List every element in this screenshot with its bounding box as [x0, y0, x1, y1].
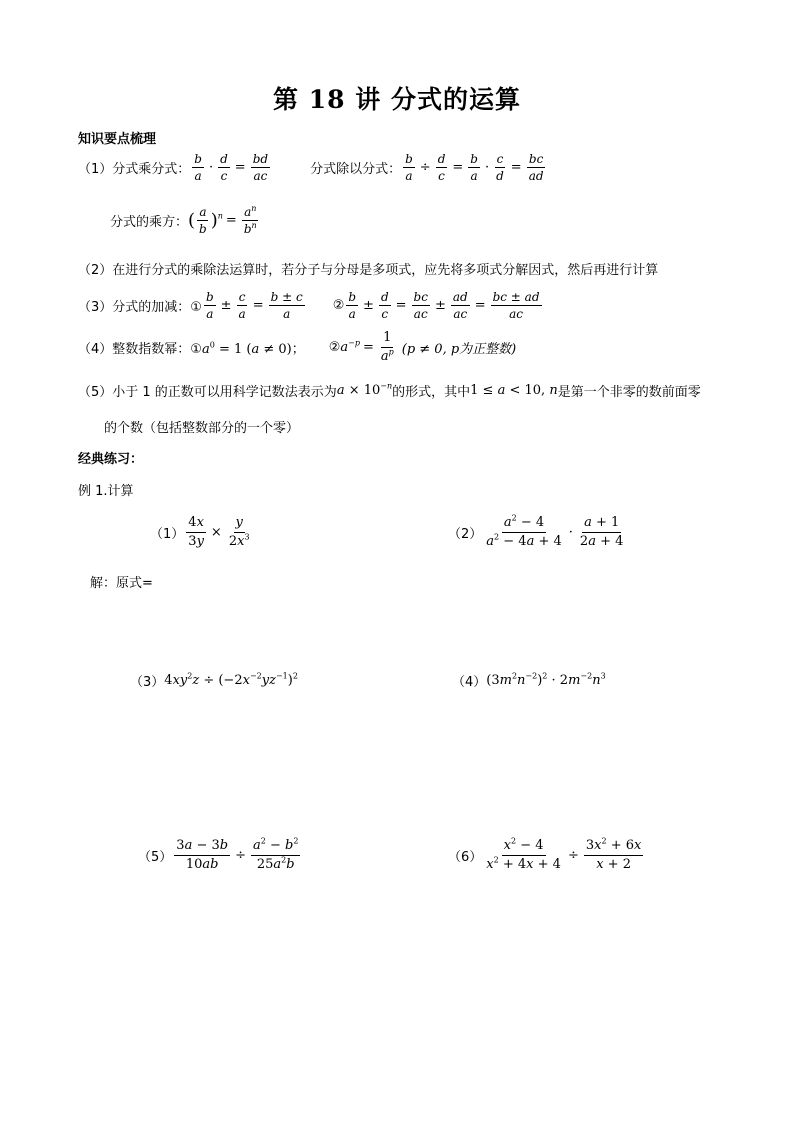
fraction: $\frac{a + 1}{2a + 4}$ — [579, 515, 624, 549]
problem-1: （1） $\frac{4x}{3y}$ × $\frac{y}{2x^3}$ — [150, 515, 250, 549]
fraction: $\frac{a^n}{b^n}$ — [243, 204, 257, 236]
fraction: $\frac{b}{a}$ — [405, 152, 413, 183]
problem-label: （2） — [448, 527, 483, 542]
problem-3: （3） $4xy^2z \div (-2x^{-2}yz^{-1})^2$ — [130, 671, 298, 690]
fraction: $\frac{d}{c}$ — [437, 152, 446, 183]
problem-label: （5） — [138, 850, 173, 865]
rule-4-condition: (p ≠ 0, p为正整数) — [401, 342, 517, 357]
answer-prefix: 解：原式= — [90, 576, 153, 591]
fraction: $\frac{ad}{ac}$ — [452, 290, 468, 321]
fraction: $\frac{c}{a}$ — [238, 290, 246, 321]
rule-5-text-c: 是第一个非零的数前面零 — [557, 385, 701, 400]
problem-label: （6） — [448, 850, 483, 865]
rule-4-label: （4）整数指数幂：① — [78, 342, 202, 357]
practice-heading: 经典练习： — [78, 452, 144, 467]
rule-5-text-a: （5）小于 1 的正数可以用科学记数法表示为 — [78, 385, 337, 400]
fraction: $\frac{c}{d}$ — [496, 152, 504, 183]
problem-label: （3） — [130, 675, 165, 690]
rule-1-div-label: 分式除以分式： — [310, 162, 402, 177]
rule-5-text-b: 的形式，其中 — [392, 385, 471, 400]
rule-4-second: ② — [328, 340, 341, 355]
fraction: $\frac{3x^2 + 6x}{x + 2}$ — [585, 836, 642, 872]
fraction: $\frac{4x}{3y}$ — [188, 515, 204, 549]
fraction: $\frac{b}{a}$ — [470, 152, 478, 183]
fraction: $\frac{x^2 - 4}{x^2 + 4x + 4}$ — [486, 836, 561, 872]
fraction: $\frac{b \pm c}{a}$ — [270, 290, 303, 321]
fraction: $\frac{bc}{ad}$ — [528, 152, 544, 183]
fraction: $\frac{3a - 3b}{10ab}$ — [176, 838, 229, 872]
fraction: $\frac{1}{a^p}$ — [380, 330, 394, 364]
rule-2-line: （2）在进行分式的乘除法运算时，若分子与分母是多项式，应先将多项式分解因式，然后再进行计算 — [78, 263, 659, 278]
fraction: $\frac{a}{b}$ — [199, 205, 207, 236]
page-title: 第 18 讲 分式的运算 — [273, 85, 521, 114]
rule-3-label: （3）分式的加减：① — [78, 300, 202, 315]
problem-5: （5） $\frac{3a - 3b}{10ab}$ ÷ $\frac{a^2 - b^2}{25a^2b}$ — [138, 836, 299, 872]
fraction: $\frac{a^2 - 4}{a^2 - 4a + 4}$ — [486, 513, 562, 549]
fraction: $\frac{b}{a}$ — [348, 290, 357, 321]
rule-3-second: ② — [332, 298, 345, 313]
rule-1-pow-label: 分式的乘方： — [110, 215, 189, 230]
fraction: $\frac{b}{a}$ — [194, 152, 202, 183]
fraction: $\frac{bc \pm ad}{ac}$ — [492, 290, 540, 321]
rule-1-line: （1）分式乘分式： $\frac{b}{a}$ · $\frac{d}{c}$ = $\frac{bd}{ac}$ 分式除以分式： $\frac{b}{a}$ ÷ $\frac{d}{c}$ = $\frac{b}{a}$ · $\frac{c}{d}$ = $\frac{bc}{ad}$ — [78, 152, 544, 183]
rule-4-line: （4）整数指数幂：① $a^0 = 1$ (a ≠ 0)； ② $a^{-p}$ = $\frac{1}{a^p}$ (p ≠ 0, p为正整数) — [78, 330, 517, 364]
rule-5-line-1: （5）小于 1 的正数可以用科学记数法表示为 $a \times 10^{-n}$ 的形式，其中 1 ≤ a < 10, n 是第一个非零的数前面零 — [78, 381, 701, 400]
rule-3-line: （3）分式的加减：① $\frac{b}{a}$ ± $\frac{c}{a}$ = $\frac{b \pm c}{a}$ ② $\frac{b}{a}$ ± $\frac{d}{c}$ = $\frac{bc}{ac}$ ± $\frac{ad}{ac}$ = $\frac{bc \pm ad}{ac}$ — [78, 290, 540, 321]
fraction: $\frac{y}{2x^3}$ — [228, 515, 250, 549]
fraction: $\frac{b}{a}$ — [205, 290, 214, 321]
fraction: $\frac{d}{c}$ — [380, 290, 389, 321]
rule-1-label: （1）分式乘分式： — [78, 162, 191, 177]
rule-5-line-2: 的个数（包括整数部分的一个零） — [104, 421, 300, 436]
fraction: $\frac{bc}{ac}$ — [413, 290, 428, 321]
fraction: $\frac{d}{c}$ — [220, 152, 228, 183]
problem-6: （6） $\frac{x^2 - 4}{x^2 + 4x + 4}$ ÷ $\frac{3x^2 + 6x}{x + 2}$ — [448, 836, 642, 872]
problem-2: （2） $\frac{a^2 - 4}{a^2 - 4a + 4}$ · $\frac{a + 1}{2a + 4}$ — [448, 513, 624, 549]
problem-label: （4） — [452, 675, 487, 690]
problem-label: （1） — [150, 527, 185, 542]
fraction: $\frac{a^2 - b^2}{25a^2b}$ — [253, 836, 299, 872]
knowledge-heading: 知识要点梳理 — [78, 132, 157, 147]
rule-1-power-line: 分式的乘方： ( $\frac{a}{b}$ ) $^n$ = $\frac{a^n}{b^n}$ — [110, 204, 257, 236]
example-label: 例 1.计算 — [78, 484, 134, 499]
problem-4: （4） $(3m^2n^{-2})^2 \cdot 2m^{-2}n^3$ — [452, 671, 606, 690]
fraction: $\frac{bd}{ac}$ — [252, 152, 269, 183]
